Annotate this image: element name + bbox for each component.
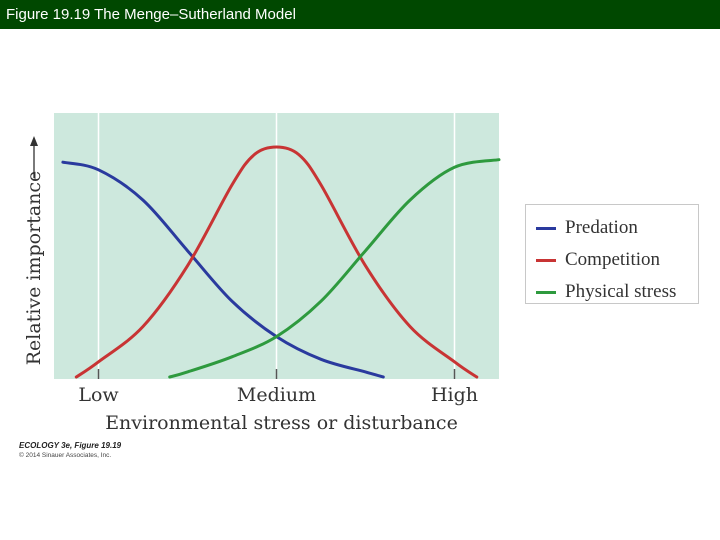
- y-axis-label-group: [23, 136, 45, 365]
- x-axis-label: Environmental stress or disturbance: [105, 412, 458, 434]
- slide-title: Figure 19.19 The Menge–Sutherland Model: [0, 0, 720, 29]
- copyright-notice: © 2014 Sinauer Associates, Inc.: [19, 452, 112, 459]
- legend-item-physical-stress: [526, 276, 698, 308]
- legend: [525, 204, 699, 304]
- legend-label-competition: Competition: [565, 249, 660, 270]
- x-tick-label-low: Low: [78, 384, 119, 406]
- x-tick-label-high: High: [430, 384, 479, 406]
- legend-swatch-physical-stress: [536, 291, 556, 294]
- y-axis-label: Relative importance: [23, 170, 45, 366]
- legend-item-competition: [526, 244, 698, 276]
- legend-label-physical-stress: Physical stress: [565, 281, 677, 302]
- figure-credit: ECOLOGY 3e, Figure 19.19: [19, 441, 122, 450]
- legend-swatch-predation: [536, 227, 556, 230]
- legend-swatch-competition: [536, 259, 556, 262]
- y-axis-arrow-head: [30, 136, 38, 146]
- x-tick-label-medium: Medium: [236, 384, 317, 406]
- legend-label-predation: Predation: [565, 217, 638, 238]
- legend-item-predation: [526, 212, 698, 244]
